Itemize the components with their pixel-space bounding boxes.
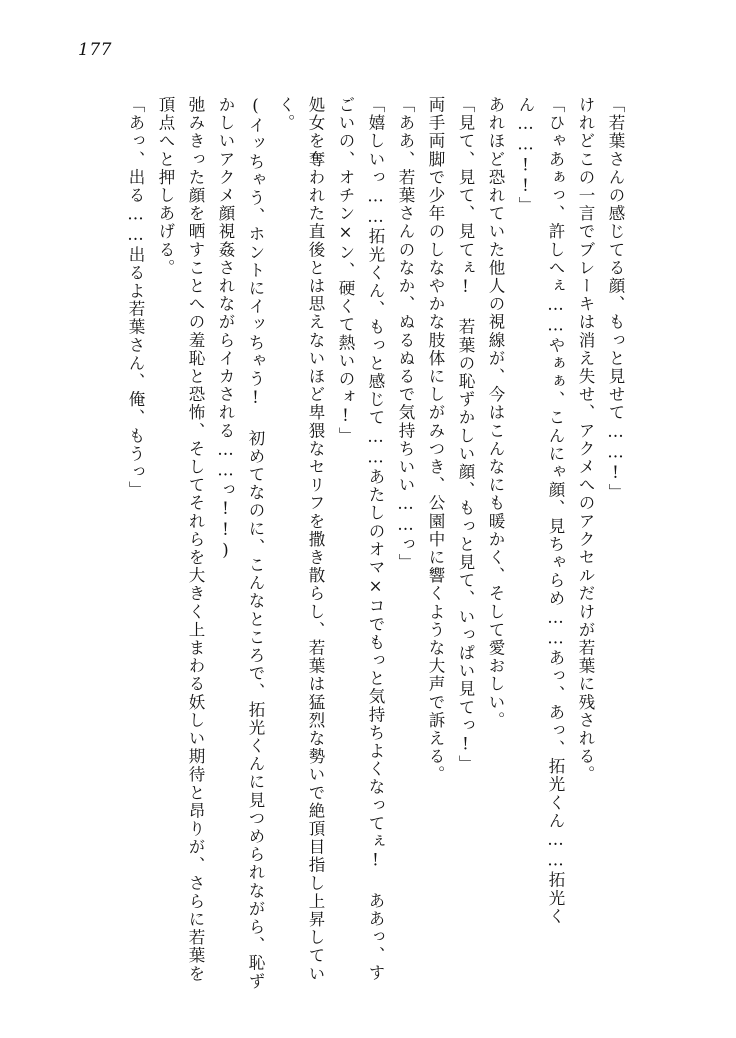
paragraph: 「嬉しいっ……拓光くん、もっと感じて……あたしのオマ×コでもっと気持ちよくなってぇ! ああっ、すごいの、オチン×ン、硬くて熱いのォ!」 <box>336 96 385 983</box>
paragraph: 処女を奪われた直後とは思えないほど卑猥なセリフを撒き散らし、若葉は猛烈な勢いで絶頂目指し上昇していく。 <box>276 96 325 983</box>
paragraph: けれどこの一言でブレーキは消え失せ、アクメへのアクセルだけが若葉に残される。 <box>576 96 595 784</box>
page-body-text <box>52 96 630 996</box>
page-number: 177 <box>78 40 112 60</box>
paragraph: 「見て、見て、見てぇ! 若葉の恥ずかしい顔、もっと見て、いっぱい見てっ!」 <box>456 96 475 774</box>
paragraph: 「若葉さんの感じてる顔、もっと見せて……!」 <box>606 96 625 502</box>
paragraph: 両手両脚で少年のしなやかな肢体にしがみつき、公園中に響くような大声で訴える。 <box>426 96 445 784</box>
paragraph: 「ひゃあぁっ、許しへぇ……やぁぁ、こんにゃ顔、見ちゃらめ……あっ、あっ、拓光くん……拓光くん……!!」 <box>516 96 565 926</box>
paragraph: 「あっ、出る……出るよ若葉さん、俺、もうっ」 <box>126 96 145 500</box>
paragraph: あれほど恐れていた他人の視線が、今はこんなにも暖かく、そして愛おしい。 <box>486 96 505 730</box>
paragraph: 弛みきった顔を晒すことへの羞恥と恐怖、そしてそれらを大きく上まわる妖しい期待と昂りが、さらに若葉を頂点へと押しあげる。 <box>156 96 205 983</box>
paragraph: (イッちゃう、ホントにイッちゃう! 初めてなのに、こんなところで、拓光くんに見つめられながら、恥ずかしいアクメ顔視姦されながらイカされる……っ!!) <box>216 96 265 991</box>
paragraph: 「ああ、若葉さんのなか、ぬるぬるで気持ちいい……っ」 <box>396 96 415 572</box>
